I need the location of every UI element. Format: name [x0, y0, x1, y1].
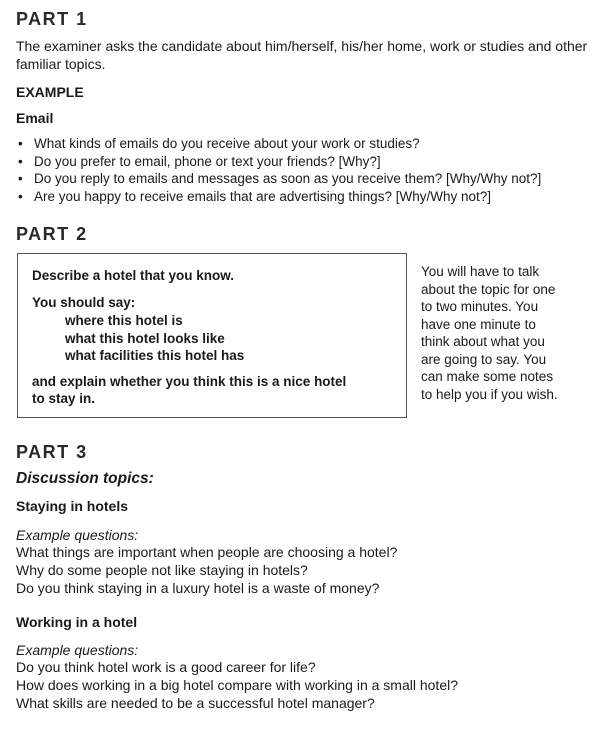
instruction-line: think about what you [421, 334, 545, 349]
topic-title: Working in a hotel [16, 614, 138, 630]
instruction-line: are going to say. You [421, 351, 547, 367]
part1-heading: PART 1 [16, 9, 88, 29]
list-item: • Do you reply to emails and messages as soon as you receive them? [Why/Why not?] [16, 170, 541, 188]
example-label: EXAMPLE [16, 84, 84, 100]
discussion-question: What things are important when people are choosing a hotel? [16, 544, 398, 560]
part1-question-list [16, 135, 541, 205]
instruction-line: to two minutes. You [421, 299, 539, 314]
discussion-question: What skills are needed to be a successful hotel manager? [16, 695, 375, 711]
instruction-line: You will have to talk [421, 264, 540, 279]
discussion-question: How does working in a big hotel compare with working in a small hotel? [16, 677, 458, 693]
cue-card-point: what this hotel looks like [65, 331, 225, 346]
example-questions-label: Example questions: [16, 527, 139, 543]
cue-card-title: Describe a hotel that you know. [32, 268, 235, 283]
instruction-line: about the topic for one [421, 281, 556, 297]
cue-card-explain: and explain whether you think this is a nice hotel [32, 374, 347, 389]
part2-heading: PART 2 [16, 224, 88, 244]
part3-heading: PART 3 [16, 442, 88, 462]
discussion-question: Do you think hotel work is a good career for life? [16, 659, 316, 675]
discussion-question: Do you think staying in a luxury hotel is a waste of money? [16, 580, 380, 596]
cue-card-point: where this hotel is [65, 313, 183, 328]
instruction-line: to help you if you wish. [421, 386, 558, 402]
topic-title: Staying in hotels [16, 498, 129, 514]
cue-card [17, 253, 407, 418]
instruction-line: have one minute to [421, 316, 536, 332]
cue-card-should-say: You should say: [32, 295, 136, 310]
example-questions-label: Example questions: [16, 642, 139, 658]
list-item: • What kinds of emails do you receive about your work or studies? [16, 135, 541, 153]
part2-instructions [421, 263, 601, 403]
list-item: • Do you prefer to email, phone or text your friends? [Why?] [16, 153, 541, 171]
discussion-question: Why do some people not like staying in hotels? [16, 562, 308, 578]
part1-topic: Email [16, 110, 54, 126]
cue-card-point: what facilities this hotel has [65, 348, 245, 363]
instruction-line: can make some notes [421, 369, 554, 384]
list-item: • Are you happy to receive emails that are advertising things? [Why/Why not?] [16, 188, 541, 206]
cue-card-explain-cont: to stay in. [32, 391, 96, 406]
discussion-label: Discussion topics: [16, 470, 154, 487]
part1-intro: The examiner asks the candidate about him/herself, his/her home, work or studies and other familiar topics. [16, 38, 588, 72]
